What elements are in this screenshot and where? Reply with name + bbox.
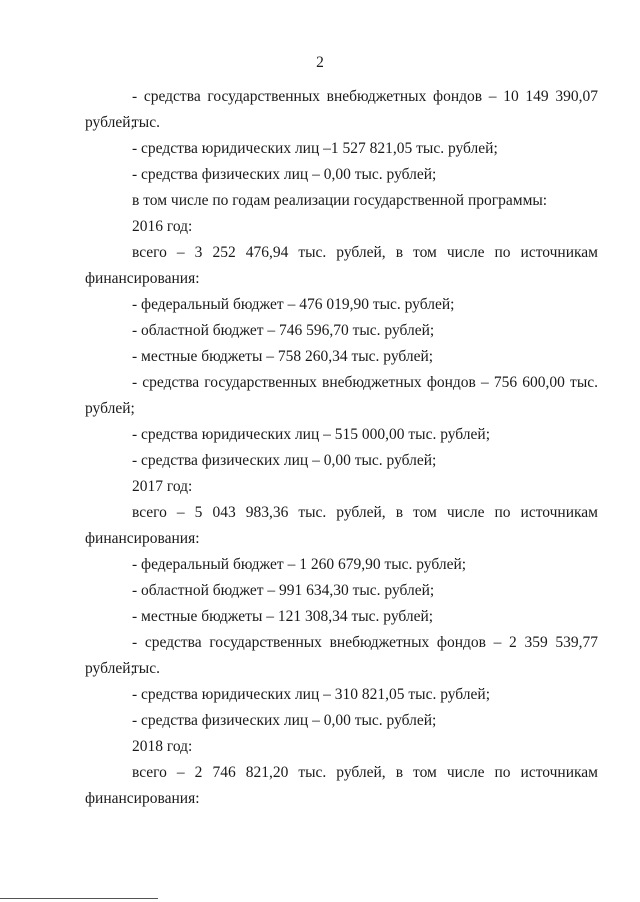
text-line: - федеральный бюджет – 1 260 679,90 тыс. рублей; <box>132 556 467 573</box>
text-line: - областной бюджет – 746 596,70 тыс. рублей; <box>132 322 435 339</box>
text-line: - средства государственных внебюджетных фондов – 756 600,00 тыс. <box>132 374 598 391</box>
text-line: всего – 2 746 821,20 тыс. рублей, в том числе по источникам <box>132 764 598 781</box>
document-body <box>85 84 598 812</box>
text-line: - местные бюджеты – 121 308,34 тыс. рублей; <box>132 608 434 625</box>
text-line: финансирования: <box>85 270 200 287</box>
text-line: - средства физических лиц – 0,00 тыс. рублей; <box>132 166 437 183</box>
text-line: - местные бюджеты – 758 260,34 тыс. рублей; <box>132 348 434 365</box>
text-line: - средства государственных внебюджетных фондов – 10 149 390,07 тыс. <box>132 88 598 131</box>
text-line: рублей; <box>85 114 135 131</box>
text-line: в том числе по годам реализации государственной программы: <box>132 192 548 209</box>
text-line: - средства юридических лиц – 310 821,05 тыс. рублей; <box>132 686 491 703</box>
text-line: 2016 год: <box>132 218 193 235</box>
text-line: рублей; <box>85 660 135 677</box>
text-line: финансирования: <box>85 530 200 547</box>
text-line: 2018 год: <box>132 738 193 755</box>
text-line: - средства государственных внебюджетных фондов – 2 359 539,77 тыс. <box>132 634 598 677</box>
text-line: - средства юридических лиц –1 527 821,05 тыс. рублей; <box>132 140 498 157</box>
text-line: рублей; <box>85 400 135 417</box>
footnote-divider <box>0 898 158 899</box>
text-line: - средства физических лиц – 0,00 тыс. рублей; <box>132 712 437 729</box>
text-line: - федеральный бюджет – 476 019,90 тыс. рублей; <box>132 296 455 313</box>
text-line: - средства юридических лиц – 515 000,00 тыс. рублей; <box>132 426 491 443</box>
text-line: - областной бюджет – 991 634,30 тыс. рублей; <box>132 582 435 599</box>
text-line: 2017 год: <box>132 478 193 495</box>
text-line: всего – 5 043 983,36 тыс. рублей, в том числе по источникам <box>132 504 598 521</box>
text-line: финансирования: <box>85 790 200 807</box>
text-line: - средства физических лиц – 0,00 тыс. рублей; <box>132 452 437 469</box>
page-number: 2 <box>316 54 324 71</box>
text-line: всего – 3 252 476,94 тыс. рублей, в том числе по источникам <box>132 244 598 261</box>
